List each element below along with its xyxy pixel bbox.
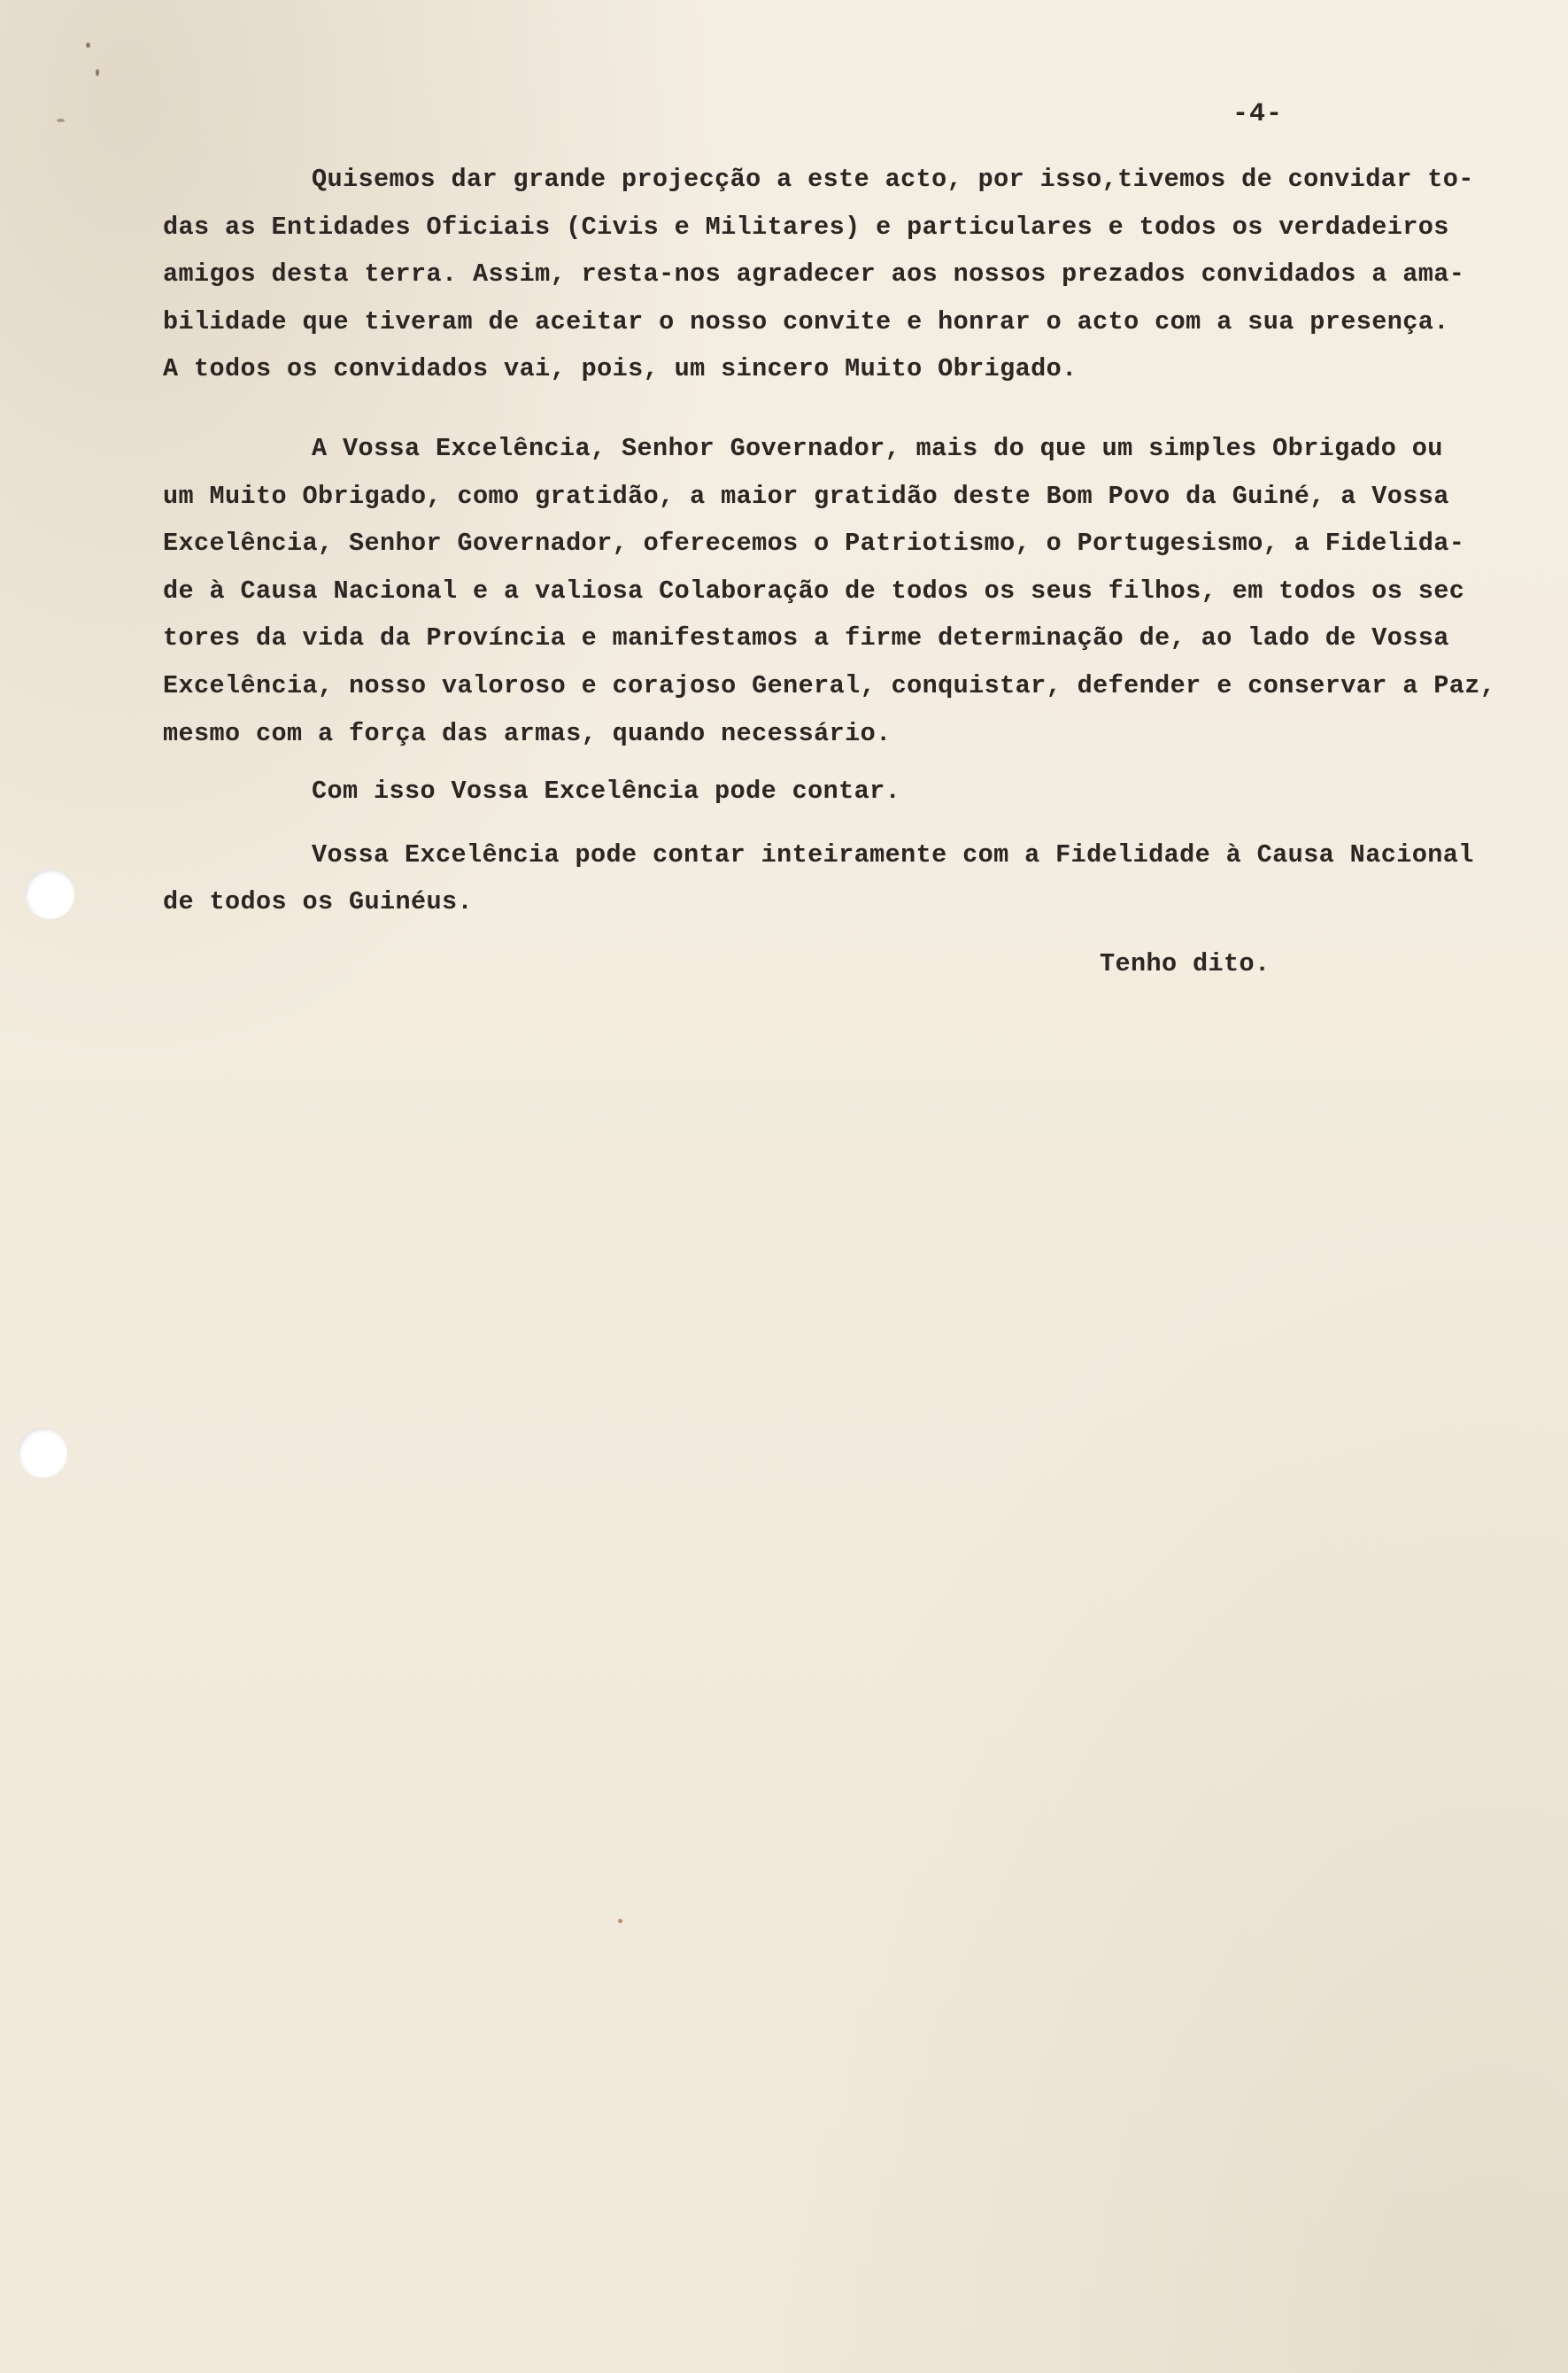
- closing-signoff: Tenho dito.: [1100, 948, 1271, 978]
- text-line: bilidade que tiveram de aceitar o nosso convite e honrar o acto com a sua presença.: [163, 306, 1449, 336]
- text-line: um Muito Obrigado, como gratidão, a maior gratidão deste Bom Povo da Guiné, a Vossa: [163, 481, 1449, 511]
- letter-body: [163, 156, 1496, 988]
- text-line: de todos os Guinéus.: [163, 887, 474, 917]
- page-number: -4-: [1232, 99, 1284, 129]
- text-line: Quisemos dar grande projecção a este acto, por isso,tivemos de convidar to-: [312, 165, 1474, 194]
- text-line: A todos os convidados vai, pois, um sincero Muito Obrigado.: [163, 354, 1078, 384]
- text-line: Com isso Vossa Excelência pode contar.: [312, 777, 901, 807]
- text-line: tores da vida da Província e manifestamos a firme determinação de, ao lado de Vossa: [163, 623, 1449, 653]
- paper-speck: [57, 119, 65, 122]
- paper-speck: [86, 43, 90, 48]
- text-line: das as Entidades Oficiais (Civis e Militares) e particulares e todos os verdadeiros: [163, 212, 1449, 242]
- punch-hole-bottom: [18, 1428, 67, 1478]
- paragraph-2: [163, 425, 1496, 757]
- text-line: amigos desta terra. Assim, resta-nos agradecer aos nossos prezados convidados a ama-: [163, 259, 1465, 290]
- text-line: Excelência, nosso valoroso e corajoso General, conquistar, defender e conservar a Paz,: [163, 670, 1496, 700]
- paper-speck: [96, 69, 99, 76]
- paragraph-4: [163, 831, 1474, 926]
- text-line: mesmo com a força das armas, quando necessário.: [163, 718, 892, 748]
- paper-speck: [618, 1919, 622, 1923]
- text-line: Excelência, Senhor Governador, oferecemos o Patriotismo, o Portugesismo, a Fidelida-: [163, 529, 1465, 559]
- text-line: A Vossa Excelência, Senhor Governador, mais do que um simples Obrigado ou: [312, 433, 1443, 463]
- punch-hole-top: [25, 870, 74, 919]
- text-line: Vossa Excelência pode contar inteiramente com a Fidelidade à Causa Nacional: [312, 839, 1474, 870]
- paragraph-3: [163, 768, 1438, 815]
- paragraph-1: [163, 156, 1474, 393]
- text-line: de à Causa Nacional e a valiosa Colaboração de todos os seus filhos, em todos os sec: [163, 576, 1465, 606]
